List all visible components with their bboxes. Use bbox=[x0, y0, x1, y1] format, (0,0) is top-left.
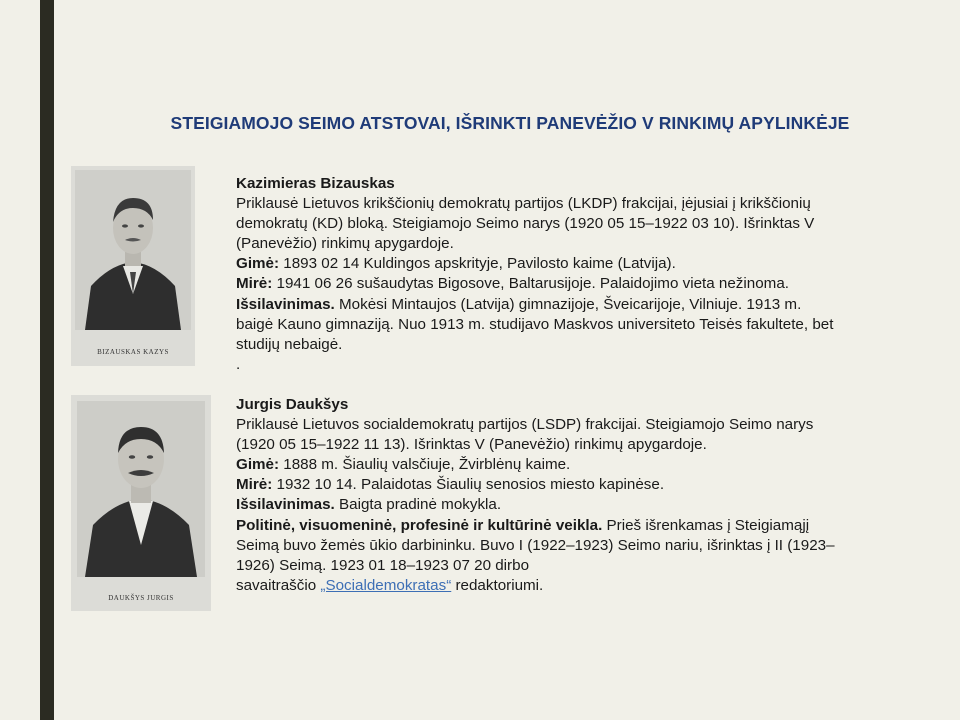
died-text: 1932 10 14. Palaidotas Šiaulių senosios miesto kapinėse. bbox=[272, 476, 665, 494]
activity-text-pre: savaitraščio bbox=[236, 576, 321, 594]
died-line bbox=[236, 475, 951, 495]
activity-line bbox=[236, 516, 951, 536]
person-name: Jurgis Daukšys bbox=[236, 396, 349, 413]
born-text: 1893 02 14 Kuldingos apskrityje, Pavilosto kaime (Latvija). bbox=[279, 255, 676, 273]
bio-line: Seimą buvo žemės ūkio darbininku. Buvo I (1922–1923) Seimo nariu, išrinktas į II (1923– bbox=[236, 536, 835, 554]
born-text: 1888 m. Šiaulių valsčiuje, Žvirblėnų kaime. bbox=[279, 456, 571, 474]
bio-bizauskas bbox=[236, 174, 951, 375]
activity-last-line bbox=[236, 576, 951, 596]
bio-line: (1920 05 15–1922 11 13). Išrinktas V (Panevėžio) rinkimų apygardoje. bbox=[236, 436, 707, 454]
died-label: Mirė: bbox=[236, 275, 273, 293]
portrait-photo-dauksys bbox=[71, 395, 211, 611]
activity-text-post: redaktoriumi. bbox=[451, 576, 544, 594]
bio-dot: . bbox=[236, 355, 241, 373]
bio-line: Priklausė Lietuvos socialdemokratų partijos (LSDP) frakcijai. Steigiamojo Seimo narys bbox=[236, 416, 814, 434]
education-label: Išsilavinimas. bbox=[236, 295, 335, 313]
bio-line: studijų nebaigė. bbox=[236, 335, 343, 353]
portrait-photo-bizauskas bbox=[71, 166, 195, 366]
bio-line: Priklausė Lietuvos krikščionių demokratų partijos (LKDP) frakcijai, įėjusiai į krikščionių bbox=[236, 195, 811, 213]
decorative-side-bar bbox=[40, 0, 54, 720]
person-name: Kazimieras Bizauskas bbox=[236, 175, 395, 192]
bio-line: demokratų (KD) bloką. Steigiamojo Seimo narys (1920 05 15–1922 03 10). Išrinktas V bbox=[236, 215, 815, 233]
died-line bbox=[236, 274, 951, 294]
activity-text: Prieš išrenkamas į Steigiamąjį bbox=[602, 516, 810, 534]
born-line bbox=[236, 254, 951, 274]
died-label: Mirė: bbox=[236, 476, 273, 494]
bio-line: (Panevėžio) rinkimų apygardoje. bbox=[236, 235, 454, 253]
activity-label: Politinė, visuomeninė, profesinė ir kultūrinė veikla. bbox=[236, 516, 603, 534]
born-label: Gimė: bbox=[236, 456, 280, 474]
slide-title: STEIGIAMOJO SEIMO ATSTOVAI, IŠRINKTI PANEVĖŽIO V RINKIMŲ APYLINKĖJE bbox=[170, 113, 850, 133]
education-label: Išsilavinimas. bbox=[236, 496, 335, 514]
education-text: Mokėsi Mintaujos (Latvija) gimnazijoje, Šveicarijoje, Vilniuje. 1913 m. bbox=[334, 295, 802, 313]
born-label: Gimė: bbox=[236, 255, 280, 273]
education-text: Baigta pradinė mokykla. bbox=[334, 496, 502, 514]
education-line bbox=[236, 495, 951, 515]
socialdemokratas-link[interactable]: „Socialdemokratas“ bbox=[320, 576, 452, 594]
photo-caption: BIZAUSKAS KAZYS bbox=[97, 348, 169, 356]
photo-caption: DAUKŠYS JURGIS bbox=[108, 594, 174, 602]
bio-line: baigė Kauno gimnaziją. Nuo 1913 m. studijavo Maskvos universiteto Teisės fakultete, bet bbox=[236, 315, 834, 333]
died-text: 1941 06 26 sušaudytas Bigosove, Baltarusijoje. Palaidojimo vieta nežinoma. bbox=[272, 275, 789, 293]
bio-dauksys bbox=[236, 395, 951, 596]
born-line bbox=[236, 455, 951, 475]
bio-line: 1926) Seimą. 1923 01 18–1923 07 20 dirbo bbox=[236, 556, 530, 574]
education-line bbox=[236, 295, 951, 315]
